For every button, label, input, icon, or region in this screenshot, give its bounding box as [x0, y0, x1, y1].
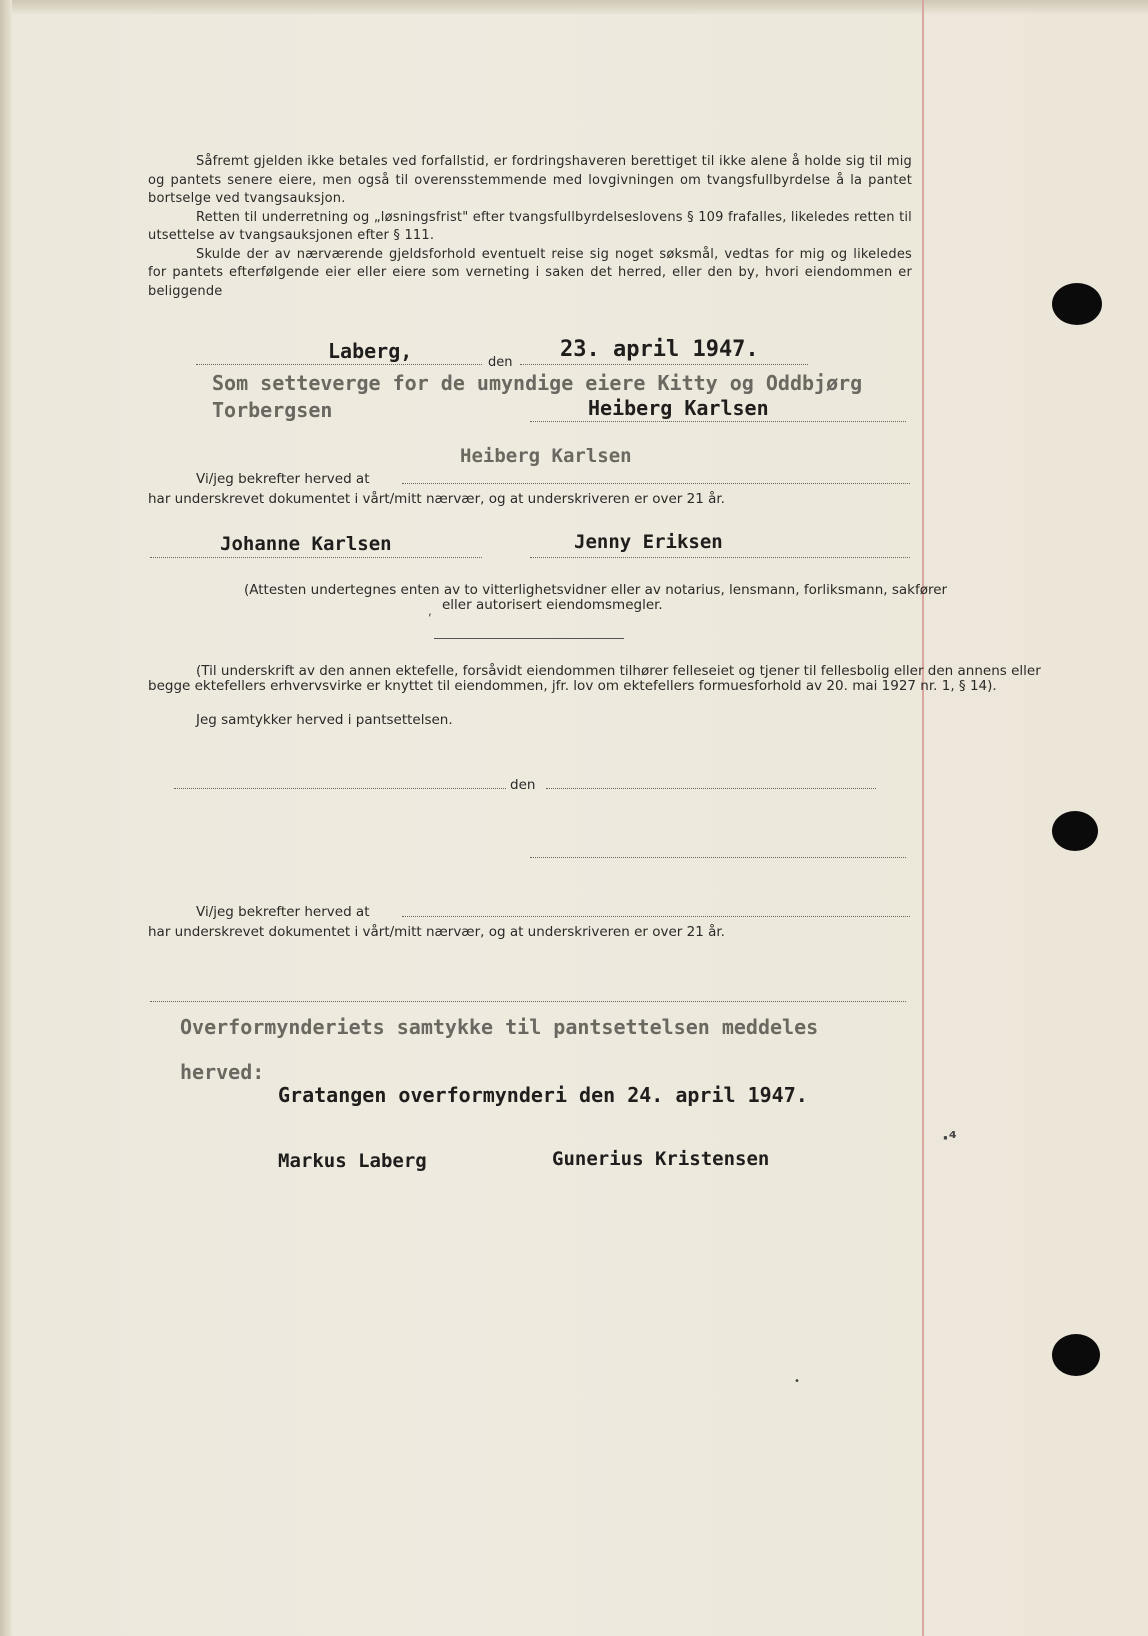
- ink-dot: •: [794, 1376, 800, 1387]
- attestation-note-line-1: (Attesten undertegnes enten av to vitterlighetsvidner eller av notarius, lensmann, forliksmann, sakfører: [244, 582, 948, 598]
- attestation-note-line-2: eller autorisert eiendomsmegler.: [442, 597, 663, 613]
- confirm-label-1: Vi/jeg bekrefter herved at: [196, 471, 370, 487]
- witness-statement-2: har underskrevet dokumentet i vårt/mitt nærvær, og at underskriveren er over 21 år.: [148, 924, 725, 940]
- witness-2-dotted-line: [530, 557, 910, 558]
- overformynderi-line-1: Overformynderiets samtykke til pantsettelsen meddeles: [180, 1015, 819, 1039]
- overformynderi-signer-2: Gunerius Kristensen: [552, 1148, 770, 1170]
- terms-paragraphs: [148, 153, 912, 301]
- ink-mark: ,: [428, 604, 432, 618]
- den-label-2: den: [510, 777, 536, 793]
- witness-1-name: Johanne Karlsen: [220, 533, 392, 555]
- consent-place-dotted-line: [174, 788, 506, 789]
- den-label-1: den: [488, 355, 513, 370]
- witness-signature-dotted-line: [150, 1001, 906, 1002]
- guardian-text-line-2: Torbergsen: [212, 398, 333, 422]
- signer-name: Heiberg Karlsen: [588, 396, 769, 420]
- confirmed-name: Heiberg Karlsen: [460, 445, 632, 467]
- page-edge-top: [0, 0, 1148, 14]
- punch-hole-top: [1052, 283, 1102, 325]
- terms-paragraph-3: Skulde der av nærværende gjeldsforhold eventuelt reise sig noget søksmål, vedtas for mig og likeledes for pantets efterfølgende eier eller eiere som verneting i saken det herred, eller den by, hvori eiendommen er beliggende: [148, 246, 912, 299]
- guardian-text-line-1: Som setteverge for de umyndige eiere Kitty og Oddbjørg: [212, 371, 863, 395]
- confirm-dotted-line-2: [402, 916, 910, 917]
- separator-line: [434, 638, 624, 639]
- signer-dotted-line: [530, 421, 906, 422]
- signing-date: 23. april 1947.: [560, 337, 759, 362]
- consent-date-dotted-line: [546, 788, 876, 789]
- margin-scribble: ·⁴: [942, 1128, 957, 1149]
- signing-place: Laberg,: [328, 339, 413, 363]
- overformynderi-line-2: herved:: [180, 1060, 265, 1084]
- punch-hole-bottom: [1052, 1334, 1100, 1376]
- red-margin-line: [922, 0, 924, 1636]
- overformynderi-signer-1: Markus Laberg: [278, 1150, 427, 1172]
- terms-paragraph-2: Retten til underretning og „løsningsfrist" efter tvangsfullbyrdelseslovens § 109 frafalles, likeledes retten til utsettelse av tvangsauksjonen efter § 111.: [148, 209, 912, 243]
- date-dotted-line: [520, 364, 808, 365]
- consent-text: Jeg samtykker herved i pantsettelsen.: [196, 712, 453, 728]
- terms-paragraph-1: Såfremt gjelden ikke betales ved forfallstid, er fordringshaveren berettiget til ikke alene å holde sig til mig og pantets senere eiere, men også til overensstemmende med lovgivningen om tvangsfullbyrdelse å la pantet bortselge ved tvangsauksjon.: [148, 154, 912, 206]
- confirm-dotted-line-1: [402, 483, 910, 484]
- overformynderi-line-3: Gratangen overformynderi den 24. april 1947.: [278, 1083, 808, 1107]
- consent-signature-dotted-line: [530, 857, 906, 858]
- page-edge-left: [0, 0, 12, 1636]
- witness-statement-1: har underskrevet dokumentet i vårt/mitt nærvær, og at underskriveren er over 21 år.: [148, 491, 725, 507]
- confirm-label-2: Vi/jeg bekrefter herved at: [196, 904, 370, 920]
- witness-1-dotted-line: [150, 557, 482, 558]
- place-dotted-line: [196, 364, 482, 365]
- spouse-note-line-2: begge ektefellers erhvervsvirke er knyttet til eiendommen, jfr. lov om ektefellers formuesforhold av 20. mai 1927 nr. 1, § 14).: [148, 678, 997, 694]
- punch-hole-middle: [1052, 811, 1098, 851]
- spouse-note-line-1: (Til underskrift av den annen ektefelle, forsåvidt eiendommen tilhører felleseiet og tjener til fellesbolig eller den annens eller: [196, 663, 1041, 679]
- witness-2-name: Jenny Eriksen: [574, 531, 723, 553]
